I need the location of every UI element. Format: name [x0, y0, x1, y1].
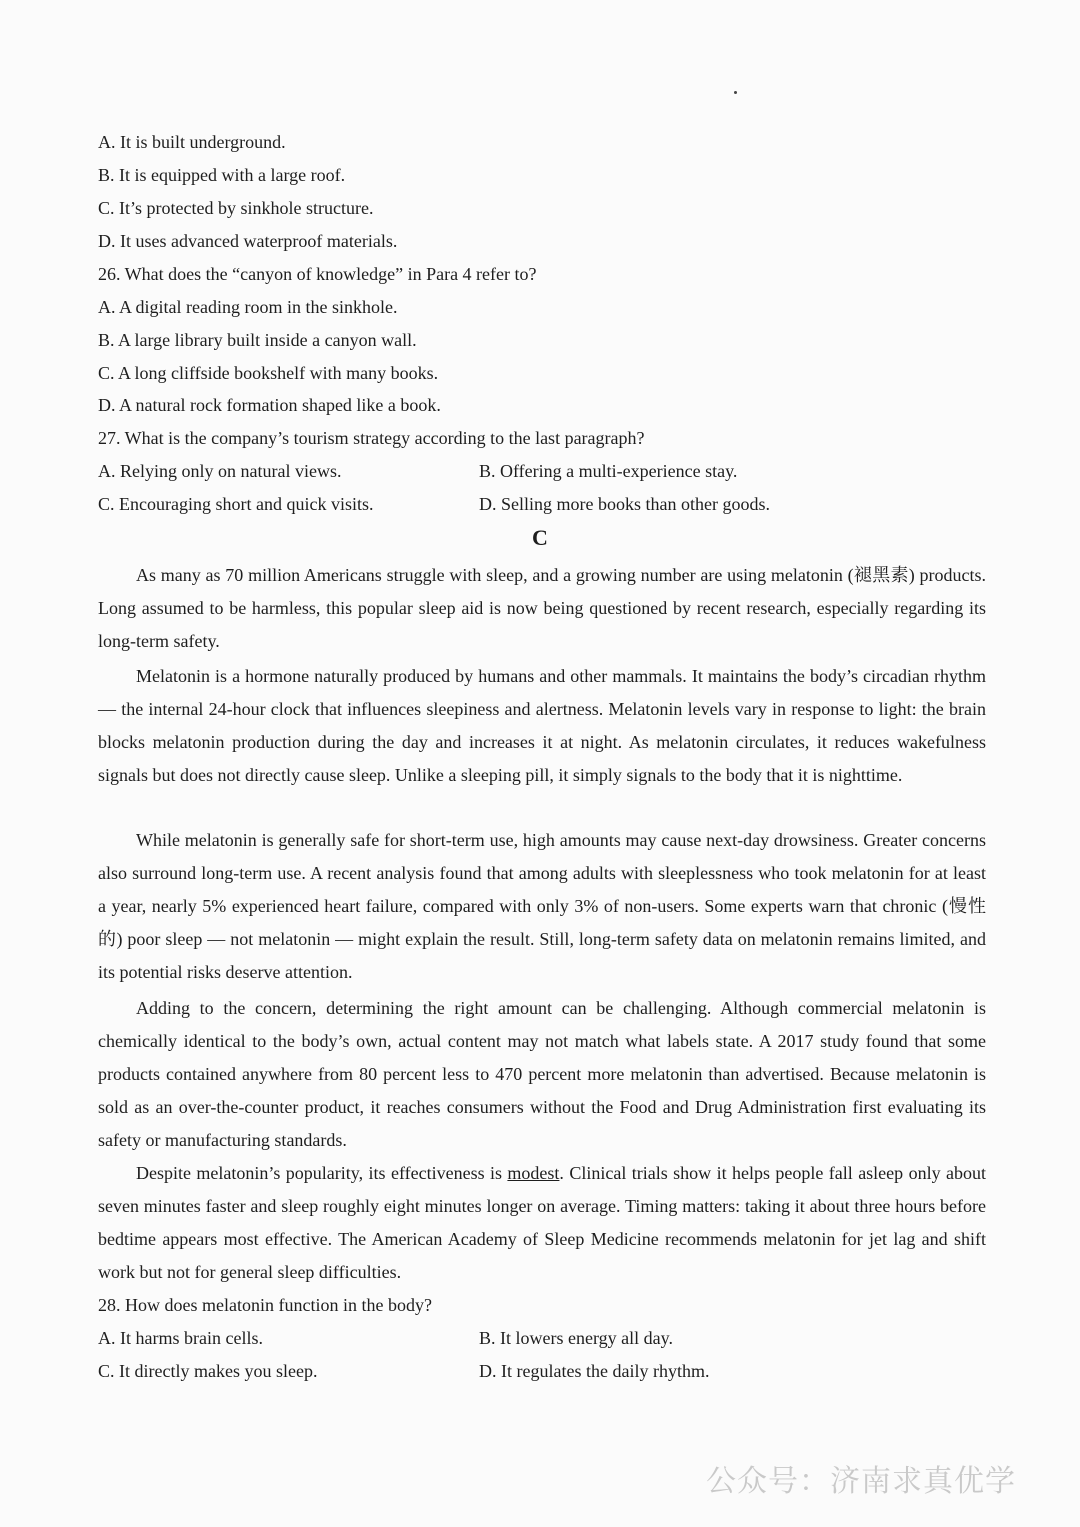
p5-text-before: Despite melatonin’s popularity, its effectiveness is — [136, 1163, 508, 1183]
q27-option-a: A. Relying only on natural views. — [98, 461, 342, 481]
section-heading: C — [532, 525, 548, 550]
q28-option-a: A. It harms brain cells. — [98, 1328, 263, 1348]
q26-option-a: A. A digital reading room in the sinkhole. — [98, 297, 398, 317]
q27-option-b: B. Offering a multi-experience stay. — [479, 461, 738, 481]
underlined-word-modest: modest — [507, 1163, 560, 1183]
q27-option-c: C. Encouraging short and quick visits. — [98, 494, 374, 514]
question-26: 26. What does the “canyon of knowledge” in Para 4 refer to? — [98, 264, 537, 284]
passage-paragraph-2: Melatonin is a hormone naturally produced by humans and other mammals. It maintains the body’s circadian rhythm — the internal 24-hour clock that influences sleepiness and alertness. Melatonin levels vary in response to light: the brain blocks melatonin production during the day and increases it at night. As melatonin circulates, it reduces wakefulness signals but does not directly cause sleep. Unlike a sleeping pill, it simply signals to the body that it is nighttime. — [98, 666, 986, 785]
q28-option-b: B. It lowers energy all day. — [479, 1328, 673, 1348]
question-28: 28. How does melatonin function in the body? — [98, 1295, 432, 1315]
option-d: D. It uses advanced waterproof materials. — [98, 231, 398, 251]
q26-option-c: C. A long cliffside bookshelf with many books. — [98, 363, 439, 383]
q26-option-d: D. A natural rock formation shaped like a book. — [98, 395, 441, 415]
passage-paragraph-1: As many as 70 million Americans struggle with sleep, and a growing number are using melatonin (褪黑素) products. Long assumed to be harmless, this popular sleep aid is now being questioned by recent research, especially regarding its long-term safety. — [98, 565, 986, 651]
question-27: 27. What is the company’s tourism strategy according to the last paragraph? — [98, 428, 645, 448]
option-a: A. It is built underground. — [98, 132, 286, 152]
passage-paragraph-3: While melatonin is generally safe for short-term use, high amounts may cause next-day drowsiness. Greater concerns also surround long-term use. A recent analysis found that among adults with sleeplessness who took melatonin for at least a year, nearly 5% experienced heart failure, compared with only 3% of non-users. Some experts warn that chronic (慢性的) poor sleep — not melatonin — might explain the result. Still, long-term safety data on melatonin remains limited, and its potential risks deserve attention. — [98, 830, 986, 982]
q26-option-b: B. A large library built inside a canyon wall. — [98, 330, 417, 350]
option-c: C. It’s protected by sinkhole structure. — [98, 198, 374, 218]
q28-option-c: C. It directly makes you sleep. — [98, 1361, 318, 1381]
option-b: B. It is equipped with a large roof. — [98, 165, 346, 185]
q28-option-d: D. It regulates the daily rhythm. — [479, 1361, 710, 1381]
stray-dot — [734, 91, 737, 94]
passage-paragraph-5 — [98, 1157, 986, 1289]
watermark: 公众号：济南求真优学 — [706, 1464, 1016, 1499]
q27-option-d: D. Selling more books than other goods. — [479, 494, 770, 514]
p5-text-after: . Clinical trials show it helps people fall asleep only about seven minutes faster and sleep roughly eight minutes longer on average. Timing matters: taking it about three hours before bedtime appears most effective. The American Academy of Sleep Medicine recommends melatonin for jet lag and shift work but not for general sleep difficulties. — [98, 1163, 986, 1282]
passage-paragraph-4: Adding to the concern, determining the right amount can be challenging. Although commercial melatonin is chemically identical to the body’s own, actual content may not match what labels state. A 2017 study found that some products contained anywhere from 80 percent less to 470 percent more melatonin than advertised. Because melatonin is sold as an over-the-counter product, it reaches consumers without the Food and Drug Administration first evaluating its safety or manufacturing standards. — [98, 998, 986, 1150]
